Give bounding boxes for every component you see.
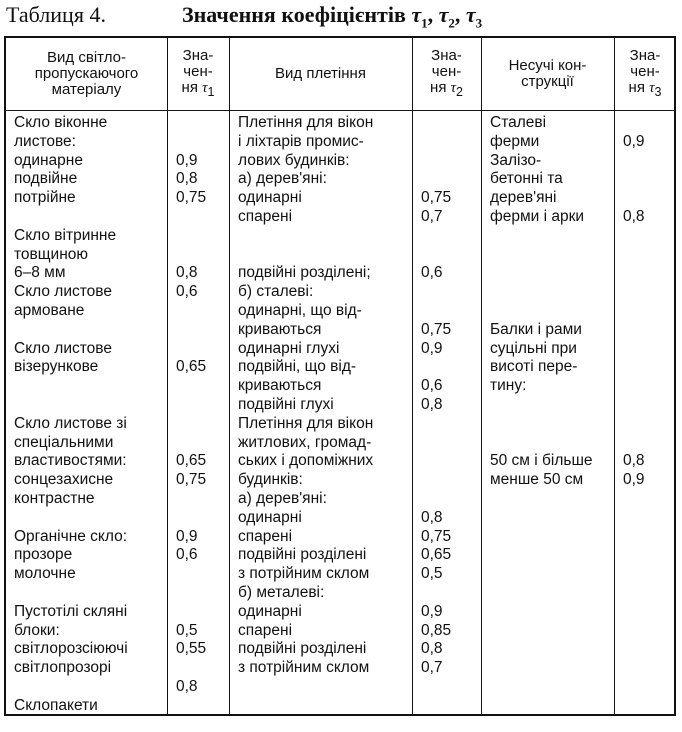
table-cell-material: Пустотілі скляні [14, 602, 128, 620]
title-separator: , [427, 2, 439, 27]
table-cell-structures [490, 659, 593, 678]
table-cell-structures [490, 434, 593, 453]
table-cell-tau3 [623, 546, 645, 565]
table-cell-tau1: 0,75 [176, 471, 207, 489]
table-cell-tau1: 0,6 [176, 283, 198, 301]
table-cell-structures [490, 697, 593, 716]
table-cell-tau2: 0,8 [421, 640, 443, 658]
title-tau-symbol: τ [438, 2, 449, 27]
table-cell-material: Скло листове [14, 283, 112, 301]
table-cell-material: прозоре [14, 546, 73, 564]
table-number: Таблиця 4. [6, 2, 106, 27]
table-cell-structures [490, 490, 593, 509]
table-cell-weave: Плетіння для вікон [238, 414, 374, 432]
table-cell-structures: Сталеві [490, 114, 547, 131]
table-cell-structures [490, 565, 593, 584]
table-cell-tau3 [623, 358, 645, 377]
table-cell-material: спеціальними [14, 433, 114, 451]
tau-symbol: τ [202, 80, 208, 96]
table-cell-material: світлорозсіюючі [14, 640, 128, 658]
table-cell-weave: з потрійним склом [238, 565, 370, 583]
table-cell-material: Органічне скло: [14, 527, 128, 545]
header-tau1-text [182, 48, 215, 100]
table-cell-material: Скло листове [14, 339, 112, 357]
table-cell-tau3 [623, 415, 645, 434]
table-cell-structures [490, 415, 593, 434]
table-cell-tau1: 0,9 [176, 151, 198, 169]
table-cell-structures: дерев'яні [490, 189, 557, 207]
table-cell-structures [490, 509, 593, 528]
table-cell-tau3 [623, 659, 645, 678]
table-cell-tau3 [623, 565, 645, 584]
table-cell-weave: спарені [238, 621, 293, 639]
column-tau1 [176, 114, 206, 716]
table-cell-material: листове: [14, 132, 76, 150]
table-cell-weave: одинарні глухі [238, 339, 340, 357]
table-cell-tau3 [623, 697, 645, 716]
table-cell-tau2: 0,8 [421, 508, 443, 526]
table-cell-weave: одинарні [238, 189, 302, 207]
table-cell-tau2: 0,75 [421, 189, 452, 207]
header-tau2-label: Зна- чен- ня [430, 47, 462, 96]
table-cell-structures [490, 283, 593, 302]
table-cell-structures [490, 584, 593, 603]
table-cell-weave: будинків: [238, 471, 303, 489]
title-tau-subscript: 3 [475, 15, 483, 31]
table-cell-structures [490, 678, 593, 697]
table-cell-weave: криваються [238, 320, 322, 338]
table-cell-material: Склопакети [14, 696, 98, 714]
table-cell-structures: бетонні та [490, 170, 563, 188]
table-cell-tau3 [623, 321, 645, 340]
table-cell-tau1 [176, 584, 206, 603]
table-cell-tau3 [623, 490, 645, 509]
header-tau3-text [629, 48, 662, 100]
table-cell-tau2 [421, 415, 451, 434]
table-cell-tau2: 0,8 [421, 395, 443, 413]
table-cell-material: Скло листове зі [14, 414, 127, 432]
table-cell-material: Скло віконне [14, 114, 108, 131]
table-cell-structures: 50 см і більше [490, 452, 593, 470]
table-cell-tau2 [421, 114, 451, 133]
title-tau-symbol: τ [465, 2, 476, 27]
table-cell-tau3 [623, 264, 645, 283]
table-cell-material [14, 396, 128, 415]
table-cell-weave: з потрійним склом [238, 659, 370, 677]
table-cell-material: Скло вітринне [14, 226, 117, 244]
table-cell-tau2: 0,7 [421, 207, 443, 225]
table-cell-tau2: 0,65 [421, 546, 452, 564]
table-cell-tau3: 0,9 [623, 471, 645, 489]
title-tau-symbol: τ [411, 2, 422, 27]
table-caption [6, 2, 676, 32]
table-cell-tau1 [176, 302, 206, 321]
table-cell-material: молочне [14, 565, 76, 583]
table-cell-tau1 [176, 490, 206, 509]
table-cell-tau1 [176, 321, 206, 340]
table-cell-tau2: 0,9 [421, 339, 443, 357]
table-cell-tau2 [421, 358, 451, 377]
table-cell-tau1 [176, 509, 206, 528]
header-tau1-label: Зна- чен- ня [181, 47, 214, 96]
table-cell-structures [490, 640, 593, 659]
table-cell-material [14, 208, 128, 227]
table-cell-tau3 [623, 114, 645, 133]
table-cell-tau2: 0,6 [421, 377, 443, 395]
table-cell-tau2 [421, 434, 451, 453]
table-cell-weave: одинарні [238, 508, 302, 526]
table-cell-material [14, 509, 128, 528]
tau-subscript: 3 [654, 85, 662, 99]
table-cell-material: світлопрозорі [14, 659, 112, 677]
table-cell-structures [490, 622, 593, 641]
table-cell-weave: житлових, громад- [238, 433, 372, 451]
table-cell-material: товщиною [14, 245, 88, 263]
table-cell-structures: ферми [490, 132, 540, 150]
title-symbols [411, 2, 483, 31]
header-structures [481, 38, 614, 110]
table-cell-structures: суцільні при [490, 339, 577, 357]
table-cell-tau1: 0,6 [176, 546, 198, 564]
column-weave [238, 114, 373, 716]
column-material [14, 114, 128, 716]
header-structures-text: Несучі кон- струкції [508, 57, 587, 90]
table-cell-tau3 [623, 603, 645, 622]
table-cell-tau1 [176, 603, 206, 622]
title-separator: , [454, 2, 466, 27]
table-cell-structures [490, 246, 593, 265]
header-tau1 [167, 38, 229, 110]
coefficients-table [4, 36, 676, 716]
column-divider [412, 38, 413, 714]
table-cell-tau1 [176, 565, 206, 584]
table-cell-material [14, 678, 128, 697]
table-cell-tau2 [421, 246, 451, 265]
table-cell-tau3: 0,8 [623, 452, 645, 470]
table-cell-tau2: 0,5 [421, 565, 443, 583]
table-cell-material [14, 584, 128, 603]
table-cell-material: візерункове [14, 358, 99, 376]
table-cell-tau1 [176, 133, 206, 152]
table-cell-tau3 [623, 528, 645, 547]
table-cell-tau1 [176, 434, 206, 453]
table-cell-tau3 [623, 622, 645, 641]
header-tau2 [412, 38, 481, 110]
table-cell-tau2: 0,75 [421, 527, 452, 545]
table-cell-material: подвійне [14, 170, 78, 188]
table-cell-tau2 [421, 302, 451, 321]
table-cell-tau3 [623, 283, 645, 302]
table-cell-weave [238, 246, 373, 265]
table-cell-material: контрастне [14, 489, 95, 507]
table-cell-tau3: 0,9 [623, 132, 645, 150]
table-cell-tau2 [421, 471, 451, 490]
table-cell-structures [490, 302, 593, 321]
table-cell-tau3 [623, 189, 645, 208]
table-cell-weave: подвійні розділені [238, 546, 367, 564]
table-cell-material: блоки: [14, 621, 60, 639]
table-title-text: Значення коефіцієнтів [182, 2, 406, 27]
table-cell-weave: лових будинків: [238, 151, 350, 169]
table-cell-structures [490, 264, 593, 283]
table-cell-structures: висоті перe- [490, 358, 578, 376]
table-cell-tau3: 0,8 [623, 207, 645, 225]
table-cell-tau3 [623, 434, 645, 453]
table-cell-material: сонцезахисне [14, 471, 114, 489]
title-tau-subscript: 1 [421, 15, 428, 31]
table-cell-weave: криваються [238, 377, 322, 395]
table-cell-tau1 [176, 697, 206, 716]
table-cell-weave: подвійні глухі [238, 395, 334, 413]
table-cell-tau3 [623, 584, 645, 603]
header-tau3 [614, 38, 676, 110]
title-tau-subscript: 2 [448, 15, 455, 31]
table-cell-weave: подвійні розділені; [238, 264, 371, 282]
table-cell-tau3 [623, 170, 645, 189]
tau-symbol: τ [450, 80, 456, 96]
table-cell-weave: і ліхтарів промис- [238, 132, 364, 150]
table-cell-weave: одинарні, що від- [238, 301, 362, 319]
table-cell-structures: тину: [490, 377, 527, 395]
column-tau2 [421, 114, 451, 716]
table-cell-weave: б) металеві: [238, 583, 325, 601]
table-cell-tau1 [176, 114, 206, 133]
table-cell-tau3 [623, 302, 645, 321]
table-cell-tau1: 0,8 [176, 170, 198, 188]
table-cell-tau1 [176, 415, 206, 434]
table-cell-weave: подвійні, що від- [238, 358, 357, 376]
table-cell-tau1: 0,5 [176, 621, 198, 639]
header-divider [6, 110, 674, 111]
table-cell-tau1 [176, 659, 206, 678]
table-cell-weave: а) дерев'яні: [238, 489, 327, 507]
column-structures [490, 114, 593, 716]
header-material-text: Вид світло- пропускаючого матеріалу [34, 49, 139, 98]
table-cell-material: властивостями: [14, 452, 127, 470]
table-title [182, 2, 482, 31]
table-cell-weave: подвійні розділені [238, 640, 367, 658]
column-divider [167, 38, 168, 714]
table-cell-structures [490, 546, 593, 565]
tau-subscript: 1 [207, 85, 215, 99]
table-cell-weave: Плетіння для вікон [238, 114, 374, 131]
table-cell-structures: ферми і арки [490, 207, 585, 225]
table-cell-tau3 [623, 246, 645, 265]
tau-subscript: 2 [456, 85, 463, 99]
table-cell-tau1: 0,8 [176, 677, 198, 695]
table-cell-weave: спарені [238, 207, 293, 225]
table-cell-tau1 [176, 340, 206, 359]
table-cell-structures: менше 50 см [490, 471, 584, 489]
table-cell-tau3 [623, 509, 645, 528]
table-cell-material: армоване [14, 301, 85, 319]
table-cell-tau2 [421, 170, 451, 189]
table-cell-tau2 [421, 584, 451, 603]
table-cell-weave: спарені [238, 527, 293, 545]
column-divider [614, 38, 615, 714]
table-cell-tau2 [421, 227, 451, 246]
table-cell-tau2 [421, 678, 451, 697]
table-cell-weave [238, 678, 373, 697]
table-cell-tau1 [176, 377, 206, 396]
table-cell-material [14, 321, 128, 340]
table-cell-tau1: 0,55 [176, 640, 207, 658]
table-cell-weave [238, 227, 373, 246]
header-weave-text: Вид плетіння [275, 65, 366, 82]
table-cell-tau1: 0,65 [176, 358, 207, 376]
table-cell-material [14, 377, 128, 396]
table-cell-tau1 [176, 227, 206, 246]
table-cell-structures: Балки і рами [490, 320, 582, 338]
header-tau3-label: Зна- чен- ня [628, 47, 661, 96]
table-cell-tau2 [421, 152, 451, 171]
table-cell-tau1: 0,9 [176, 527, 198, 545]
table-cell-tau1 [176, 208, 206, 227]
table-cell-tau1: 0,65 [176, 452, 207, 470]
table-cell-tau2 [421, 697, 451, 716]
table-cell-tau1 [176, 246, 206, 265]
header-material [6, 38, 167, 110]
table-cell-tau3 [623, 396, 645, 415]
table-cell-tau2: 0,7 [421, 659, 443, 677]
table-cell-tau2 [421, 133, 451, 152]
table-cell-structures [490, 603, 593, 622]
table-cell-material: потрійне [14, 189, 76, 207]
table-cell-tau3 [623, 227, 645, 246]
table-cell-structures [490, 227, 593, 246]
table-cell-tau1 [176, 396, 206, 415]
table-cell-tau2: 0,85 [421, 621, 452, 639]
table-cell-weave: одинарні [238, 602, 302, 620]
table-cell-tau2: 0,6 [421, 264, 443, 282]
table-cell-tau3 [623, 152, 645, 171]
table-cell-tau1: 0,75 [176, 189, 207, 207]
table-cell-material: 6–8 мм [14, 264, 66, 282]
table-cell-weave: ських і допоміжних [238, 452, 374, 470]
table-cell-weave: а) дерев'яні: [238, 170, 327, 188]
header-tau2-text [430, 48, 463, 100]
column-divider [481, 38, 482, 714]
table-cell-structures [490, 528, 593, 547]
table-cell-tau2 [421, 490, 451, 509]
tau-symbol: τ [649, 80, 655, 96]
table-cell-tau3 [623, 640, 645, 659]
table-cell-material: одинарне [14, 151, 83, 169]
table-cell-tau1: 0,8 [176, 264, 198, 282]
table-cell-tau2 [421, 283, 451, 302]
table-cell-weave: б) сталеві: [238, 283, 314, 301]
table-cell-tau2 [421, 452, 451, 471]
table-cell-structures [490, 396, 593, 415]
column-tau3 [623, 114, 645, 716]
table-cell-tau3 [623, 340, 645, 359]
table-cell-weave [238, 697, 373, 716]
table-cell-tau2: 0,9 [421, 602, 443, 620]
table-cell-tau3 [623, 678, 645, 697]
header-weave [229, 38, 412, 110]
table-cell-tau3 [623, 377, 645, 396]
column-divider [229, 38, 230, 714]
table-cell-tau2: 0,75 [421, 320, 452, 338]
table-cell-structures: Залізо- [490, 151, 542, 169]
